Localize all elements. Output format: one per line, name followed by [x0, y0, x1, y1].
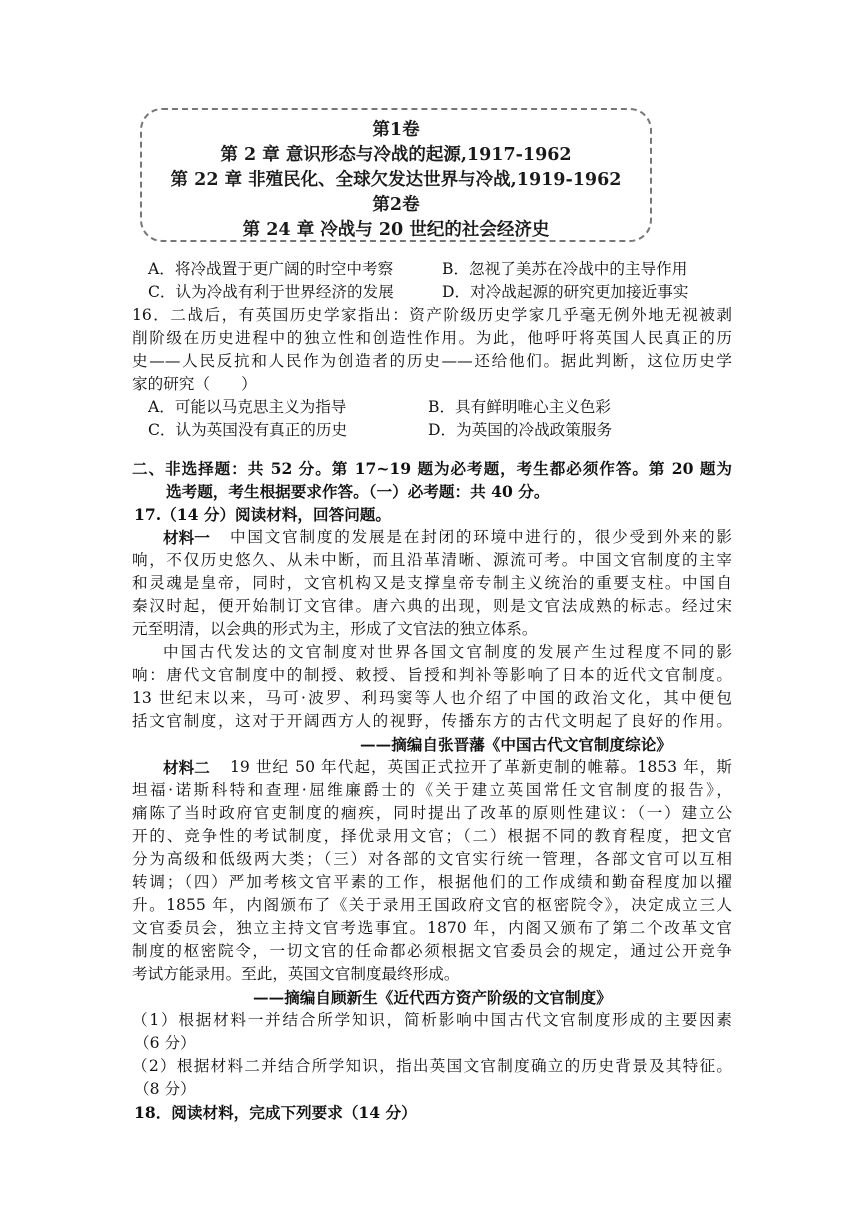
material-one-line: 响，不仅历史悠久、从未中断，而且沿革清晰、源流可考。中国文官制度的主宰	[132, 551, 732, 569]
q17-subquestion-1-score: （6 分）	[134, 1034, 196, 1052]
material-two-line: 文官委员会，独立主持文官考选事宜。1870 年，内阁又颁布了第二个改革文官	[132, 919, 732, 937]
material-two-line: 分为高级和低级两大类；（三）对各部的文官实行统一管理，各部文官可以互相	[132, 850, 732, 868]
material-one-source: ——摘编自张晋藩《中国古代文官制度综论》	[360, 735, 672, 754]
book-contents-figure	[140, 108, 652, 242]
q17-subquestion-1: （1）根据材料一并结合所学知识，简析影响中国古代文官制度形成的主要因素	[132, 1011, 732, 1029]
section-heading: 二、非选择题：共 52 分。第 17~19 题为必考题，考生都必须作答。第 20 题为	[132, 459, 732, 478]
q16-option-b: B．具有鲜明唯心主义色彩	[428, 398, 611, 416]
material-one-line: 中国文官制度的发展是在封闭的环境中进行的，很少受到外来的影	[230, 528, 732, 546]
material-one-line: 13 世纪末以来，马可·波罗、利玛窦等人也介绍了中国的政治文化，其中便包	[132, 689, 732, 707]
q16-option-c: C．认为英国没有真正的历史	[148, 421, 348, 439]
material-two-line: 制度的枢密院令，一切文官的任命都必须根据文官委员会的规定，通过公开竞争	[132, 942, 732, 960]
q17-heading: 17.（14 分）阅读材料，回答问题。	[134, 505, 391, 524]
material-two-line: 开的、竞争性的考试制度，择优录用文官；（二）根据不同的教育程度，把文官	[132, 827, 732, 845]
section-heading: 选考题，考生根据要求作答。（一）必考题：共 40 分。	[166, 482, 550, 501]
q16-stem-line: 家的研究（ ）	[132, 375, 257, 393]
toc-line: 第 24 章 冷战与 20 世纪的社会经济史	[242, 220, 550, 240]
toc-line: 第 2 章 意识形态与冷战的起源,1917-1962	[220, 145, 572, 165]
material-two-line: 升。1855 年，内阁颁布了《关于录用王国政府文官的枢密院令》，决定成立三人	[132, 896, 732, 914]
material-two-line: 痛陈了当时政府官吏制度的痼疾，同时提出了改革的原则性建议：（一）建立公	[132, 804, 732, 822]
q18-heading: 18．阅读材料，完成下列要求（14 分）	[134, 1103, 417, 1122]
toc-line: 第 22 章 非殖民化、全球欠发达世界与冷战,1919-1962	[170, 170, 622, 190]
material-one-line: 括文官制度，这对于开阔西方人的视野，传播东方的古代文明起了良好的作用。	[132, 712, 732, 730]
toc-line: 第2卷	[372, 195, 420, 215]
q16-option-d: D．为英国的冷战政策服务	[428, 421, 613, 439]
material-one-line: 响：唐代文官制度中的制授、敕授、旨授和判补等影响了日本的近代文官制度。	[132, 666, 732, 684]
q15-option-b: B．忽视了美苏在冷战中的主导作用	[442, 260, 688, 278]
material-two-line: 考试方能录用。至此，英国文官制度最终形成。	[132, 965, 460, 983]
q15-option-c: C．认为冷战有利于世界经济的发展	[148, 283, 394, 301]
material-one-line: 秦汉时起，便开始制订文官律。唐六典的出现，则是文官法成熟的标志。经过宋	[132, 597, 732, 615]
material-two-line: 坦福·诺斯科特和查理·屈维廉爵士的《关于建立英国常任文官制度的报告》，	[132, 781, 732, 799]
q16-option-a: A．可能以马克思主义为指导	[148, 398, 347, 416]
material-two-label: 材料二	[163, 758, 210, 777]
material-one-line: 中国古代发达的文官制度对世界各国文官制度的发展产生过程度不同的影	[163, 643, 732, 661]
material-one-line: 和灵魂是皇帝，同时，文官机构又是支撑皇帝专制主义统治的重要支柱。中国自	[132, 574, 732, 592]
q17-subquestion-2-score: （8 分）	[134, 1080, 196, 1098]
material-one-label: 材料一	[163, 528, 210, 547]
q16-stem-line: 史——人民反抗和人民作为创造者的历史——还给他们。据此判断，这位历史学	[132, 352, 732, 370]
material-two-line: 转调；（四）严加考核文官平素的工作，根据他们的工作成绩和勤奋程度加以擢	[132, 873, 732, 891]
material-two-source: ——摘编自顾新生《近代西方资产阶级的文官制度》	[253, 988, 612, 1007]
q16-stem-line: 16．二战后，有英国历史学家指出：资产阶级历史学家几乎毫无例外地无视被剥	[132, 306, 732, 324]
material-two-line: 19 世纪 50 年代起，英国正式拉开了革新吏制的帷幕。1853 年，斯	[230, 758, 732, 776]
q17-subquestion-2: （2）根据材料二并结合所学知识，指出英国文官制度确立的历史背景及其特征。	[132, 1057, 732, 1075]
q15-option-d: D．对冷战起源的研究更加接近事实	[442, 283, 689, 301]
toc-line: 第1卷	[372, 120, 420, 140]
q15-option-a: A．将冷战置于更广阔的时空中考察	[148, 260, 394, 278]
material-one-line: 元至明清，以会典的形式为主，形成了文官法的独立体系。	[132, 620, 538, 638]
q16-stem-line: 削阶级在历史进程中的独立性和创造性作用。为此，他呼吁将英国人民真正的历	[132, 329, 732, 347]
